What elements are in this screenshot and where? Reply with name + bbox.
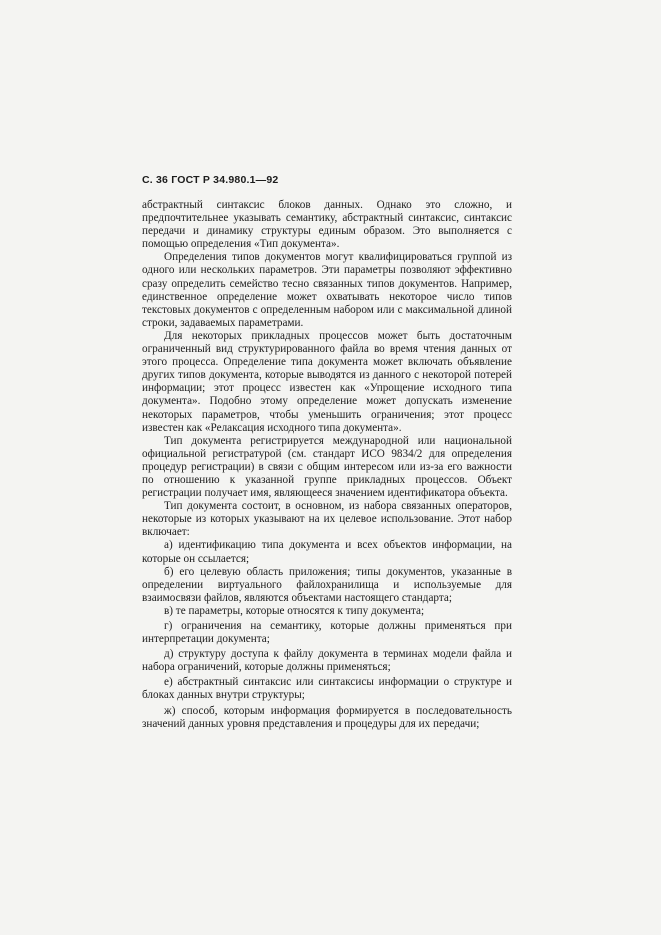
paragraph-continuation: абстрактный синтаксис блоков данных. Однако это сложно, и предпочтительнее указывать семантику, абстрактный синтаксис, синтаксис передачи и динамику структуры единым образом. Это выполняется с помощью определения «Тип документа». <box>142 199 512 251</box>
paragraph-composition: Тип документа состоит, в основном, из набора связанных операторов, некоторые из которых указывают на их целевое использование. Этот набор включает: <box>142 500 512 539</box>
page-header: С. 36 ГОСТ Р 34.980.1—92 <box>142 174 279 186</box>
paragraph-parameters: Определения типов документов могут квалифицироваться группой из одного или нескольких параметров. Эти параметры позволяют эффективно сразу определить семейство тесно связанных типов документов. Например, единственное определение может охватывать некоторое число типов текстовых документов с определенным набором или с максимальной длиной строки, задаваемых параметрами. <box>142 251 512 329</box>
document-body <box>142 199 512 731</box>
paragraph-registration: Тип документа регистрируется международной или национальной официальной регистратурой (см. стандарт ИСО 9834/2 для определения процедур регистрации) в связи с общим интересом или из-за его важности по отношению к указанной группе прикладных процессов. Объект регистрации получает имя, являющееся значением идентификатора объекта. <box>142 434 512 500</box>
list-item: д) структуру доступа к файлу документа в терминах модели файла и набора ограничений, которые должны применяться; <box>142 648 512 674</box>
list-item: а) идентификацию типа документа и всех объектов информации, на которые он ссылается; <box>142 539 512 565</box>
list-item: е) абстрактный синтаксис или синтаксисы информации о структуре и блоках данных внутри структуры; <box>142 676 512 702</box>
list-item: г) ограничения на семантику, которые должны применяться при интерпретации документа; <box>142 620 512 646</box>
list-item: ж) способ, которым информация формируется в последовательность значений данных уровня представления и процедуры для их передачи; <box>142 704 512 730</box>
paragraph-simplification: Для некоторых прикладных процессов может быть достаточным ограниченный вид структурированного файла во время чтения данных от этого процесса. Определение типа документа может включать объявление других типов документа, которые выводятся из данного с некоторой потерей информации; этот процесс известен как «Упрощение исходного типа документа». Подобно этому определение может допускать изменение некоторых параметров, чтобы уменьшить ограничения; этот процесс известен как «Релаксация исходного типа документа». <box>142 329 512 434</box>
list-item: б) его целевую область приложения; типы документов, указанные в определении виртуального файлохранилища и используемые для взаимосвязи файлов, являются объектами настоящего стандарта; <box>142 565 512 604</box>
list-item: в) те параметры, которые относятся к типу документа; <box>164 604 425 617</box>
